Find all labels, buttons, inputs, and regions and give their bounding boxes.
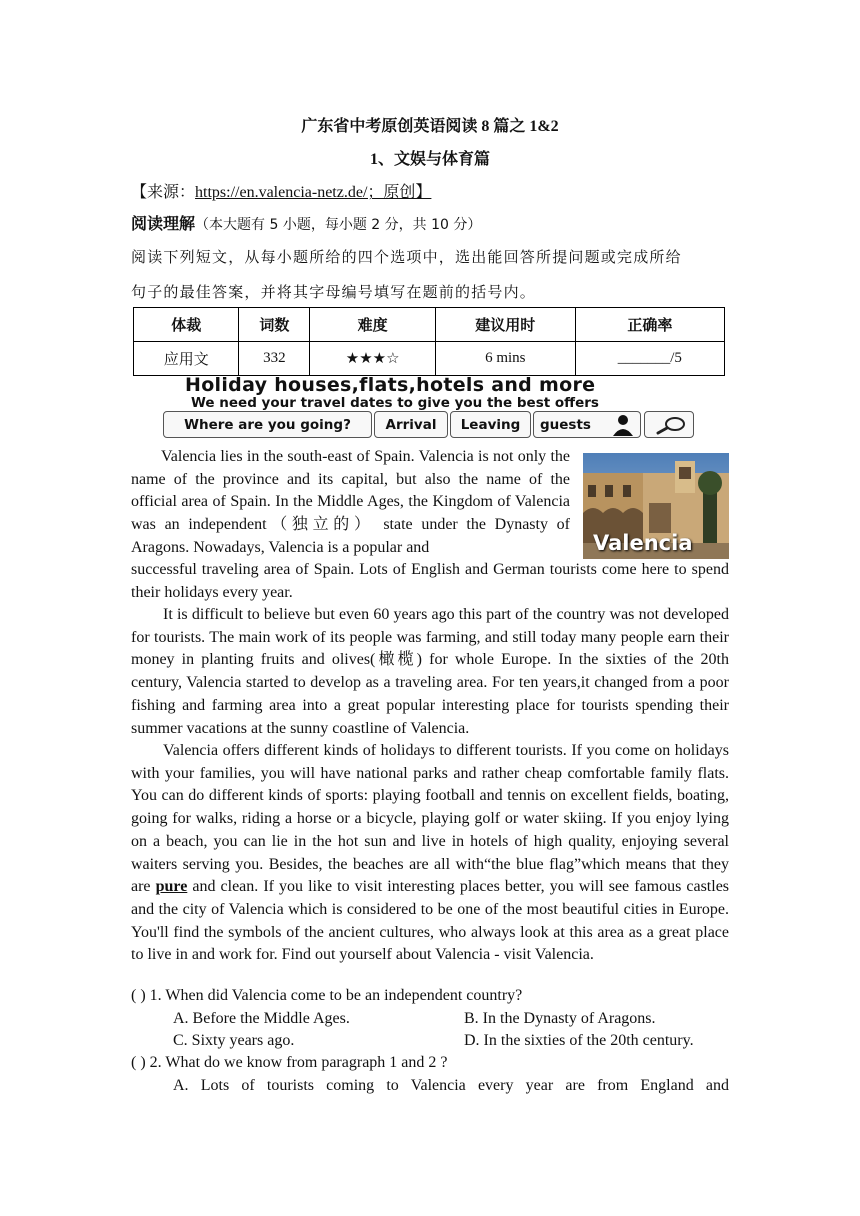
arrival-field[interactable]: Arrival — [374, 411, 448, 438]
booking-banner — [163, 374, 695, 444]
section-heading — [131, 211, 481, 234]
valencia-photo — [583, 453, 729, 559]
document-subtitle: 1、文娱与体育篇 — [369, 151, 490, 168]
paragraph-3-before: Valencia offers different kinds of holidays to different tourists. If you come on holidays with your families, you will have national parks and rather cheap comfortable family flats. You can do different kinds of sports: playing football and tennis on excellent fields, boating, going for walks, riding a horse or a bicycle, playing golf or water skiing. If you enjoy lying on a beach, you can lie in the hot sun and live in hotels of high quality, enjoying several waiters serving you. Besides, the beaches are all with“the blue flag”which means that they are — [131, 742, 729, 896]
photo-caption: Valencia — [593, 531, 693, 555]
cell-genre: 应用文 — [134, 342, 239, 376]
header-accuracy: 正确率 — [575, 308, 724, 342]
paragraph-2: It is difficult to believe but even 60 years ago this part of the country was not developed for tourists. The main work of its people was farming, and still today many people earn their money in planting fruits and olives(橄榄) for whole Europe. In the sixties of the 20th century, Valencia started to develop as a traveling area. For ten years,it changed from a poor fishing and farming area into a great popular interesting place for tourists spending their summer vacations at the sunny coastline of Valencia. — [131, 606, 729, 737]
header-suggested-time: 建议用时 — [435, 308, 575, 342]
guests-field[interactable] — [533, 411, 641, 438]
question-1-option-b: B. In the Dynasty of Aragons. — [464, 1010, 656, 1027]
instruction-line-1: 阅读下列短文，从每小题所给的四个选项中，选出能回答所提问题或完成所给 — [131, 248, 682, 266]
info-table-row — [134, 342, 725, 376]
section-heading-label: 阅读理解 — [131, 214, 196, 233]
question-1-option-a: A. Before the Middle Ages. — [173, 1010, 350, 1027]
info-table-header-row — [134, 308, 725, 342]
paragraph-3-after: and clean. If you like to visit interesting places better, you will see famous castles and the city of Valencia which is considered to be one of the most beautiful cities in Europe. You'll find the symbols of the ancient cultures, who always look at this area as a great place to live in and work for. Find out yourself about Valencia - visit Valencia. — [131, 878, 730, 964]
document-title: 广东省中考原创英语阅读 8 篇之 1&2 — [301, 118, 559, 135]
paragraph-1-part-1: Valencia lies in the south-east of Spain. Valencia is not only the name of the province and its capital, but also the name of the official area of Spain. In the Middle Ages, the Kingdom of Valencia was an independent（独立的） state under the Dynasty of Aragons. Nowadays, Valencia is a popular and — [131, 448, 570, 556]
header-difficulty: 难度 — [310, 308, 436, 342]
source-line — [131, 179, 431, 202]
instruction-line-2: 句子的最佳答案，并将其字母编号填写在题前的括号内。 — [131, 283, 537, 301]
question-1-option-d: D. In the sixties of the 20th century. — [464, 1032, 694, 1049]
search-icon — [655, 415, 687, 435]
question-1: ( ) 1. When did Valencia come to be an independent country? — [131, 987, 523, 1004]
cell-suggested-time: 6 mins — [435, 342, 575, 376]
section-heading-note: （本大题有 5 小题，每小题 2 分，共 10 分） — [195, 217, 482, 233]
source-link[interactable]: https://en.valencia-netz.de/；原创】 — [195, 184, 432, 201]
keyword-pure: pure — [155, 878, 188, 896]
question-1-option-c: C. Sixty years ago. — [173, 1032, 295, 1049]
guests-label: guests — [540, 417, 591, 433]
leaving-field[interactable]: Leaving — [450, 411, 531, 438]
header-genre: 体裁 — [134, 308, 239, 342]
paragraph-3 — [131, 740, 729, 967]
person-icon — [612, 414, 634, 436]
info-table — [133, 307, 725, 376]
header-word-count: 词数 — [239, 308, 310, 342]
banner-subline: We need your travel dates to give you the best offers — [191, 395, 599, 411]
cell-difficulty: ★★★☆ — [310, 342, 436, 376]
search-button[interactable] — [644, 411, 694, 438]
where-field[interactable]: Where are you going? — [163, 411, 372, 438]
cell-word-count: 332 — [239, 342, 310, 376]
banner-headline: Holiday houses,flats,hotels and more — [185, 374, 596, 396]
question-2: ( ) 2. What do we know from paragraph 1 and 2 ? — [131, 1054, 448, 1071]
paragraph-1-part-2: successful traveling area of Spain. Lots of English and German tourists come here to spend their holidays every year. — [131, 561, 729, 601]
question-2-option-a: A. Lots of tourists coming to Valencia every year are from England and — [173, 1077, 729, 1094]
cell-accuracy: _______/5 — [575, 342, 724, 376]
source-prefix: 【来源： — [131, 184, 196, 201]
